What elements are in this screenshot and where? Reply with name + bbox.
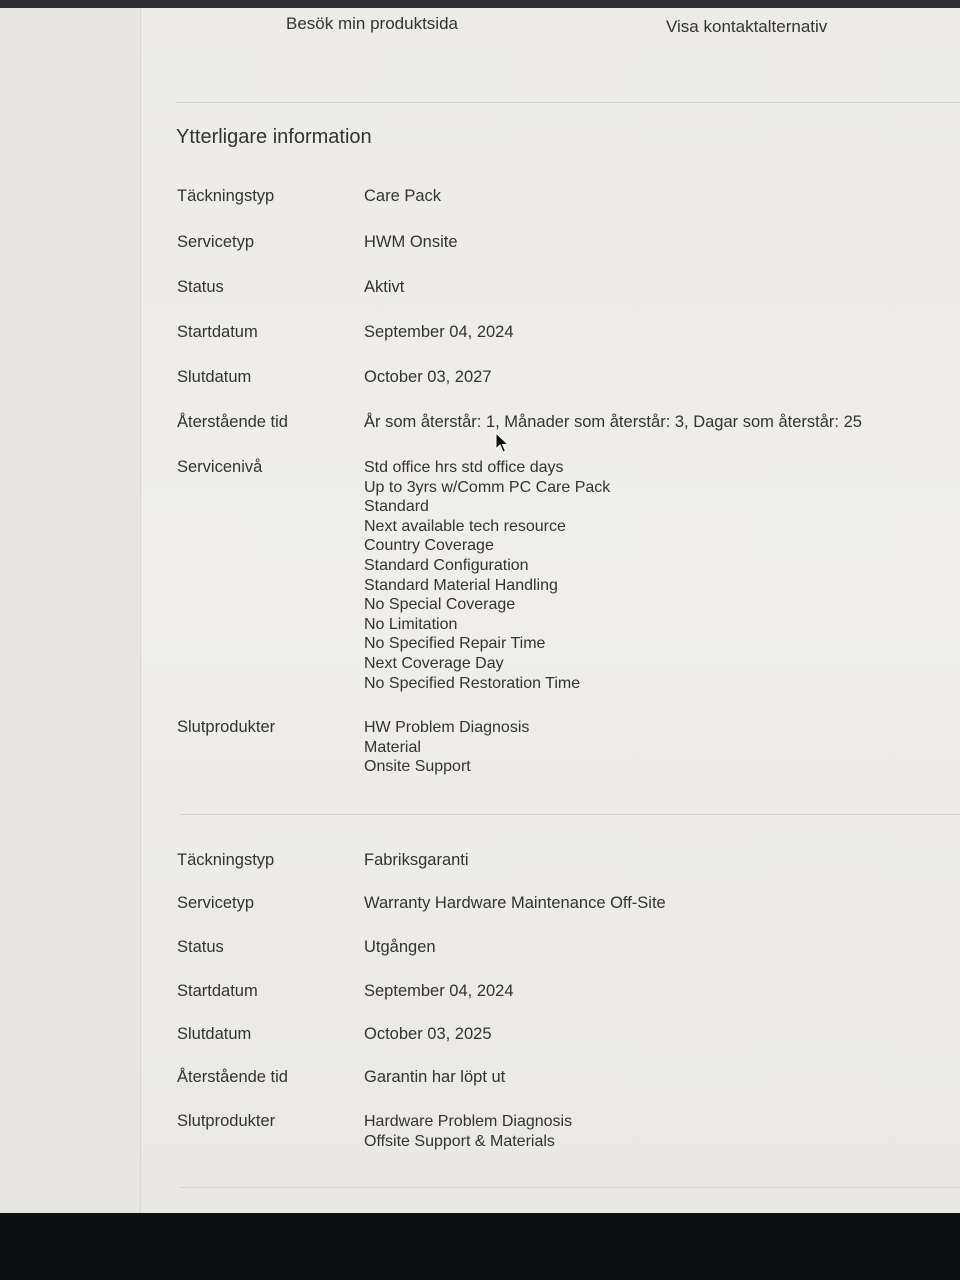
service-level-item: Std office hrs std office days xyxy=(364,459,564,476)
service-level-item: Next available tech resource xyxy=(364,517,566,535)
start-date-value: September 04, 2024 xyxy=(364,323,514,341)
section-title: Ytterligare information xyxy=(176,126,372,148)
status-value: Aktivt xyxy=(364,278,405,296)
service-type-value: HWM Onsite xyxy=(364,233,458,251)
remaining-time-label: Återstående tid xyxy=(177,413,288,431)
deliverables-list xyxy=(364,718,529,777)
monitor-bottom-bezel xyxy=(0,1213,960,1280)
remaining-time-label: Återstående tid xyxy=(177,1068,288,1086)
coverage-type-value: Care Pack xyxy=(364,187,442,205)
service-level-item: No Specified Repair Time xyxy=(364,635,546,653)
deliverable-item: Offsite Support & Materials xyxy=(364,1132,555,1150)
service-type-value: Warranty Hardware Maintenance Off-Site xyxy=(364,894,666,912)
deliverable-item: Hardware Problem Diagnosis xyxy=(364,1113,573,1130)
service-level-item: No Limitation xyxy=(364,615,458,633)
mouse-cursor-icon xyxy=(495,432,509,454)
service-level-item: Standard Material Handling xyxy=(364,576,558,594)
visit-product-page-link[interactable]: Besök min produktsida xyxy=(286,14,458,33)
status-label: Status xyxy=(177,278,224,296)
remaining-time-value: Garantin har löpt ut xyxy=(364,1068,506,1086)
service-level-item: No Special Coverage xyxy=(364,596,516,614)
remaining-time-value: År som återstår: 1, Månader som återstår: 3, Dagar som återstår: 25 xyxy=(364,413,862,431)
deliverable-item: HW Problem Diagnosis xyxy=(364,719,530,736)
end-date-label: Slutdatum xyxy=(177,1025,252,1043)
end-date-label: Slutdatum xyxy=(177,368,252,386)
end-date-value: October 03, 2025 xyxy=(364,1025,492,1043)
deliverables-label: Slutprodukter xyxy=(177,1112,276,1130)
coverage-type-label: Täckningstyp xyxy=(177,851,275,869)
end-date-value: October 03, 2027 xyxy=(364,368,492,386)
deliverable-item: Material xyxy=(364,738,421,756)
service-level-item: Up to 3yrs w/Comm PC Care Pack xyxy=(364,478,611,496)
divider xyxy=(180,1187,960,1188)
coverage-type-value: Fabriksgaranti xyxy=(364,851,469,869)
service-level-item: Country Coverage xyxy=(364,537,494,555)
deliverables-label: Slutprodukter xyxy=(177,718,276,736)
service-type-label: Servicetyp xyxy=(177,894,255,912)
status-label: Status xyxy=(177,938,224,956)
service-level-list xyxy=(364,458,610,693)
deliverable-item: Onsite Support xyxy=(364,758,471,776)
service-type-label: Servicetyp xyxy=(177,233,255,251)
start-date-label: Startdatum xyxy=(177,323,258,341)
status-value: Utgången xyxy=(364,938,436,956)
divider xyxy=(176,102,960,103)
divider xyxy=(180,814,960,815)
start-date-label: Startdatum xyxy=(177,982,258,1000)
service-level-label: Servicenivå xyxy=(177,458,263,476)
service-level-item: No Specified Restoration Time xyxy=(364,674,581,692)
coverage-type-label: Täckningstyp xyxy=(177,187,275,205)
service-level-item: Next Coverage Day xyxy=(364,654,504,672)
deliverables-list xyxy=(364,1112,572,1151)
service-level-item: Standard xyxy=(364,498,429,516)
view-contact-options-link[interactable]: Visa kontaktalternativ xyxy=(666,17,828,36)
start-date-value: September 04, 2024 xyxy=(364,982,514,1000)
service-level-item: Standard Configuration xyxy=(364,556,529,574)
